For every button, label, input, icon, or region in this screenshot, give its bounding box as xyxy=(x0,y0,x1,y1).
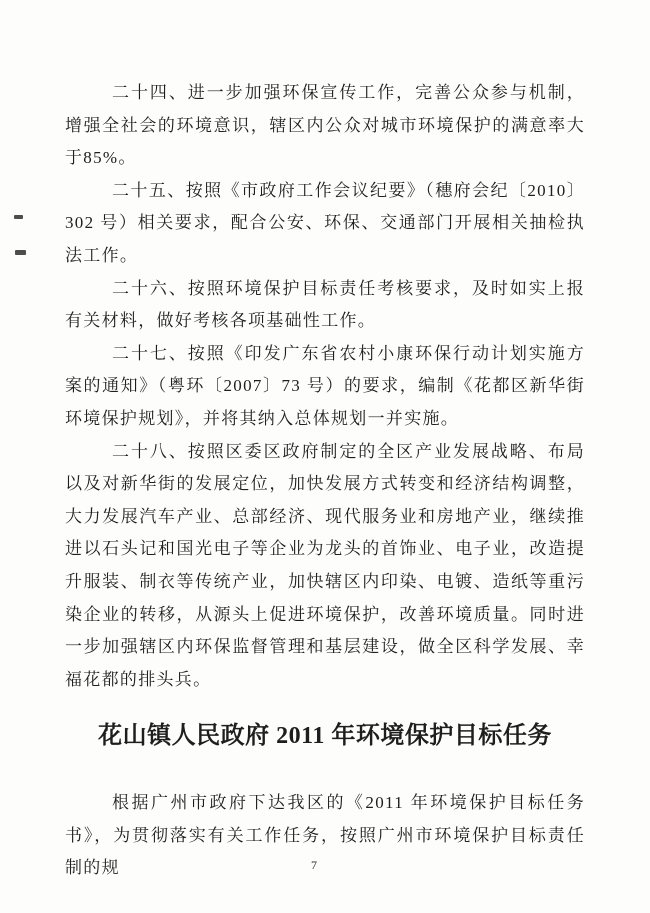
paragraph-28: 二十八、按照区委区政府制定的全区产业发展战略、布局以及对新华街的发展定位，加快发展方式转变和经济结构调整，大力发展汽车产业、总部经济、现代服务业和房地产业，继续推进以石头记和国光电子等企业为龙头的首饰业、电子业，改造提升服装、制衣等传统产业，加快辖区内印染、电镀、造纸等重污染企业的转移，从源头上促进环境保护，改善环境质量。同时进一步加强辖区内环保监督管理和基层建设，做全区科学发展、幸福花都的排头兵。 xyxy=(65,441,585,689)
paragraph-24: 二十四、进一步加强环保宣传工作，完善公众参与机制，增强全社会的环境意识，辖区内公众对城市环境保护的满意率大于85%。 xyxy=(65,83,585,168)
page-number: 7 xyxy=(311,858,317,872)
margin-scan-mark xyxy=(14,215,23,219)
margin-scan-mark xyxy=(15,250,26,255)
paragraph-25: 二十五、按照《市政府工作会议纪要》（穗府会纪〔2010〕302 号）相关要求，配合公安、环保、交通部门开展相关抽检执法工作。 xyxy=(65,180,585,265)
intro-paragraph: 根据广州市政府下达我区的《2011 年环境保护目标任务书》，为贯彻落实有关工作任务，按照广州市环境保护目标责任制的规 xyxy=(65,793,585,878)
page-content xyxy=(65,77,585,885)
section-heading: 花山镇人民政府 2011 年环境保护目标任务 xyxy=(98,723,552,750)
paragraph-27: 二十七、按照《印发广东省农村小康环保行动计划实施方案的通知》（粤环〔2007〕73 号）的要求，编制《花都区新华街环境保护规划》，并将其纳入总体规划一并实施。 xyxy=(65,343,585,428)
paragraph-26: 二十六、按照环境保护目标责任考核要求，及时如实上报有关材料，做好考核各项基础性工作。 xyxy=(65,278,585,331)
